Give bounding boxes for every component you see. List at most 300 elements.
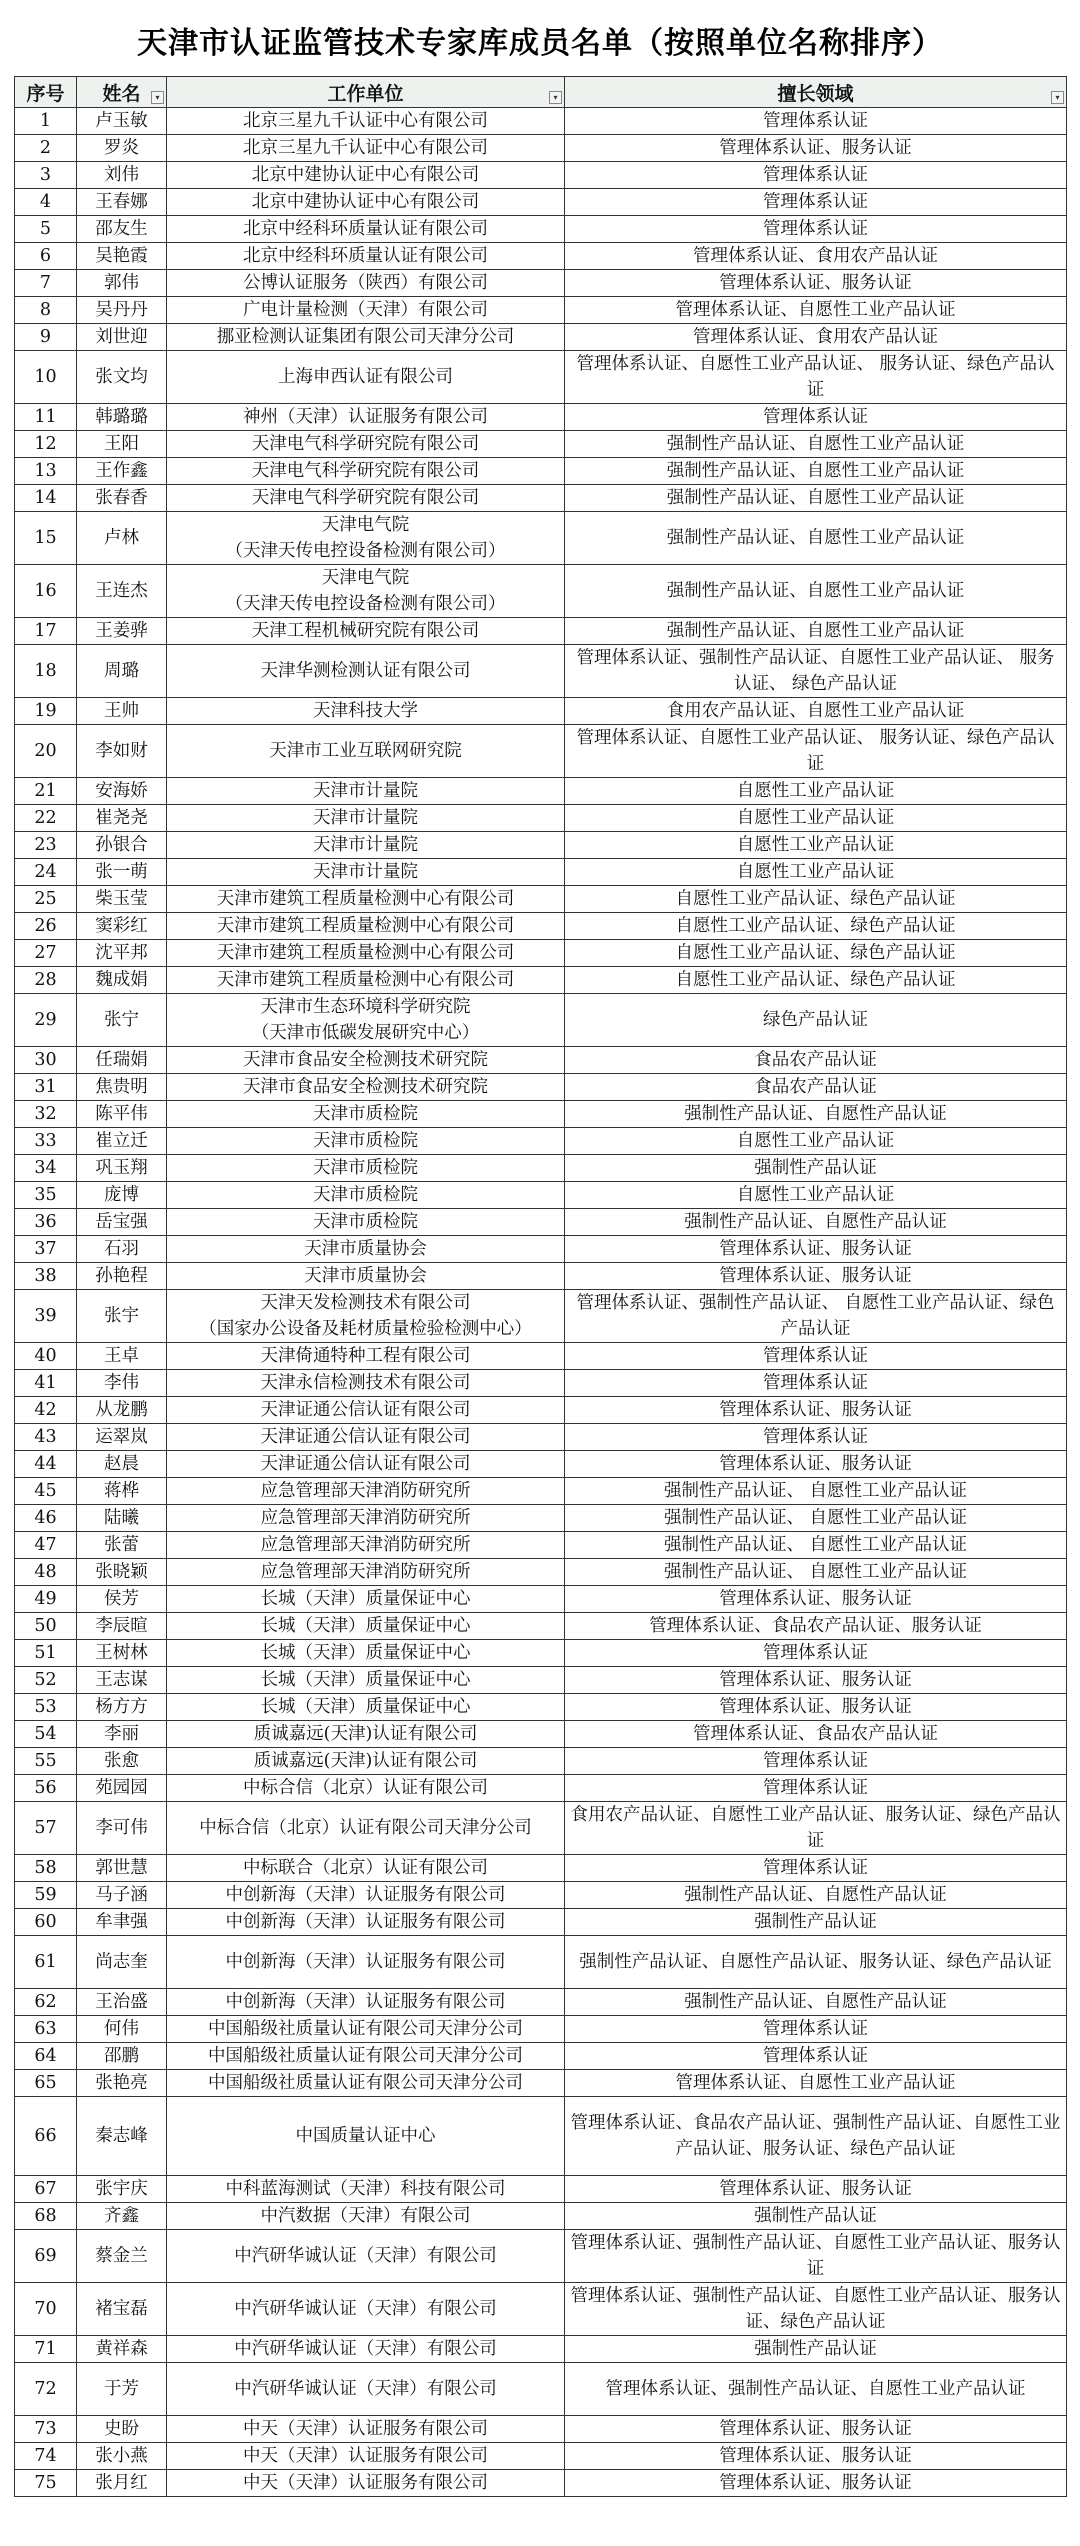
expertise-fields: 自愿性工业产品认证: [565, 778, 1067, 805]
table-row: [15, 431, 1067, 458]
member-name: 王帅: [77, 698, 167, 725]
table-row: [15, 618, 1067, 645]
member-name: 吴艳霞: [77, 243, 167, 270]
table-row: [15, 2283, 1067, 2336]
table-row: [15, 886, 1067, 913]
work-unit: 中国船级社质量认证有限公司天津分公司: [167, 2070, 565, 2097]
expertise-fields: 管理体系认证、服务认证: [565, 270, 1067, 297]
table-row: [15, 1613, 1067, 1640]
expertise-fields: 管理体系认证、服务认证: [565, 1694, 1067, 1721]
member-name: 秦志峰: [77, 2097, 167, 2176]
work-unit: 应急管理部天津消防研究所: [167, 1559, 565, 1586]
expertise-fields: 管理体系认证、自愿性工业产品认证: [565, 297, 1067, 324]
expertise-fields: 强制性产品认证: [565, 1155, 1067, 1182]
member-name: 王志谋: [77, 1667, 167, 1694]
member-name: 张宇庆: [77, 2176, 167, 2203]
row-number: 7: [15, 270, 77, 297]
member-name: 陆曦: [77, 1505, 167, 1532]
table-row: [15, 994, 1067, 1047]
row-number: 47: [15, 1532, 77, 1559]
expertise-fields: 食品农产品认证: [565, 1047, 1067, 1074]
member-name: 孙银合: [77, 832, 167, 859]
expertise-fields: 管理体系认证、自愿性工业产品认证、 服务认证、绿色产品认证: [565, 351, 1067, 404]
row-number: 45: [15, 1478, 77, 1505]
member-name: 张春香: [77, 485, 167, 512]
member-name: 沈平邦: [77, 940, 167, 967]
table-row: [15, 243, 1067, 270]
member-name: 从龙鹏: [77, 1397, 167, 1424]
work-unit: 北京三星九千认证中心有限公司: [167, 108, 565, 135]
row-number: 26: [15, 913, 77, 940]
expertise-fields: 管理体系认证: [565, 108, 1067, 135]
expertise-fields: 强制性产品认证、 自愿性工业产品认证: [565, 1532, 1067, 1559]
expertise-fields: 强制性产品认证、自愿性产品认证: [565, 1989, 1067, 2016]
expertise-fields: 管理体系认证: [565, 216, 1067, 243]
member-name: 王治盛: [77, 1989, 167, 2016]
expertise-fields: 强制性产品认证: [565, 1909, 1067, 1936]
table-row: [15, 1101, 1067, 1128]
row-number: 53: [15, 1694, 77, 1721]
work-unit: 中国船级社质量认证有限公司天津分公司: [167, 2043, 565, 2070]
table-row: [15, 189, 1067, 216]
table-row: [15, 645, 1067, 698]
table-row: [15, 565, 1067, 618]
member-name: 李如财: [77, 725, 167, 778]
work-unit: 天津工程机械研究院有限公司: [167, 618, 565, 645]
work-unit: 中汽研华诚认证（天津）有限公司: [167, 2283, 565, 2336]
table-row: [15, 1074, 1067, 1101]
work-unit: 北京中建协认证中心有限公司: [167, 162, 565, 189]
table-row: [15, 1989, 1067, 2016]
work-unit: 北京中建协认证中心有限公司: [167, 189, 565, 216]
work-unit: 神州（天津）认证服务有限公司: [167, 404, 565, 431]
work-unit: 天津华测检测认证有限公司: [167, 645, 565, 698]
member-name: 李伟: [77, 1370, 167, 1397]
work-unit: 天津电气科学研究院有限公司: [167, 431, 565, 458]
row-number: 33: [15, 1128, 77, 1155]
table-row: [15, 1128, 1067, 1155]
row-number: 66: [15, 2097, 77, 2176]
work-unit: 天津市建筑工程质量检测中心有限公司: [167, 913, 565, 940]
expertise-fields: 管理体系认证、食品农产品认证: [565, 1721, 1067, 1748]
work-unit: 中国船级社质量认证有限公司天津分公司: [167, 2016, 565, 2043]
table-row: [15, 1397, 1067, 1424]
row-number: 32: [15, 1101, 77, 1128]
table-row: [15, 1182, 1067, 1209]
table-row: [15, 1209, 1067, 1236]
work-unit: 天津市计量院: [167, 832, 565, 859]
work-unit: 长城（天津）质量保证中心: [167, 1694, 565, 1721]
work-unit: 中标合信（北京）认证有限公司天津分公司: [167, 1802, 565, 1855]
work-unit: 中汽研华诚认证（天津）有限公司: [167, 2363, 565, 2416]
row-number: 13: [15, 458, 77, 485]
table-row: [15, 1909, 1067, 1936]
expertise-fields: 强制性产品认证: [565, 2336, 1067, 2363]
work-unit: 天津市质检院: [167, 1155, 565, 1182]
expertise-fields: 管理体系认证、服务认证: [565, 2443, 1067, 2470]
work-unit: 长城（天津）质量保证中心: [167, 1667, 565, 1694]
table-row: [15, 1047, 1067, 1074]
row-number: 23: [15, 832, 77, 859]
member-name: 侯芳: [77, 1586, 167, 1613]
table-row: [15, 1802, 1067, 1855]
table-row: [15, 2230, 1067, 2283]
work-unit: 天津市质量协会: [167, 1263, 565, 1290]
work-unit: 天津市质检院: [167, 1101, 565, 1128]
work-unit: 天津电气科学研究院有限公司: [167, 485, 565, 512]
work-unit: 北京中经科环质量认证有限公司: [167, 216, 565, 243]
expertise-fields: 管理体系认证、服务认证: [565, 1451, 1067, 1478]
table-row: [15, 2443, 1067, 2470]
row-number: 3: [15, 162, 77, 189]
work-unit: 中标合信（北京）认证有限公司: [167, 1775, 565, 1802]
work-unit: 中天（天津）认证服务有限公司: [167, 2443, 565, 2470]
member-name: 张宁: [77, 994, 167, 1047]
row-number: 48: [15, 1559, 77, 1586]
table-row: [15, 698, 1067, 725]
table-row: [15, 2097, 1067, 2176]
work-unit: 天津倚通特种工程有限公司: [167, 1343, 565, 1370]
row-number: 30: [15, 1047, 77, 1074]
header-unit[interactable]: 工作单位 ▾: [167, 77, 565, 108]
work-unit: 质诚嘉远(天津)认证有限公司: [167, 1748, 565, 1775]
row-number: 31: [15, 1074, 77, 1101]
work-unit: 天津证通公信认证有限公司: [167, 1424, 565, 1451]
row-number: 40: [15, 1343, 77, 1370]
row-number: 58: [15, 1855, 77, 1882]
table-row: [15, 832, 1067, 859]
row-number: 35: [15, 1182, 77, 1209]
row-number: 50: [15, 1613, 77, 1640]
row-number: 34: [15, 1155, 77, 1182]
expertise-fields: 管理体系认证: [565, 162, 1067, 189]
row-number: 27: [15, 940, 77, 967]
header-row: [15, 77, 1067, 108]
row-number: 9: [15, 324, 77, 351]
work-unit: 长城（天津）质量保证中心: [167, 1640, 565, 1667]
work-unit: 天津市计量院: [167, 805, 565, 832]
member-name: 岳宝强: [77, 1209, 167, 1236]
member-name: 孙艳程: [77, 1263, 167, 1290]
member-name: 崔尧尧: [77, 805, 167, 832]
work-unit: 北京三星九千认证中心有限公司: [167, 135, 565, 162]
table-row: [15, 778, 1067, 805]
work-unit: 天津证通公信认证有限公司: [167, 1397, 565, 1424]
member-name: 焦贵明: [77, 1074, 167, 1101]
expertise-fields: 强制性产品认证、自愿性工业产品认证: [565, 431, 1067, 458]
table-row: [15, 1882, 1067, 1909]
expertise-fields: 管理体系认证、服务认证: [565, 1263, 1067, 1290]
member-name: 罗炎: [77, 135, 167, 162]
member-name: 张月红: [77, 2470, 167, 2497]
table-row: [15, 2336, 1067, 2363]
expertise-fields: 强制性产品认证、自愿性产品认证、服务认证、绿色产品认证: [565, 1936, 1067, 1989]
row-number: 61: [15, 1936, 77, 1989]
row-number: 72: [15, 2363, 77, 2416]
expertise-fields: 自愿性工业产品认证: [565, 805, 1067, 832]
work-unit: 中天（天津）认证服务有限公司: [167, 2416, 565, 2443]
row-number: 5: [15, 216, 77, 243]
row-number: 1: [15, 108, 77, 135]
work-unit: 挪亚检测认证集团有限公司天津分公司: [167, 324, 565, 351]
work-unit: 天津天发检测技术有限公司 （国家办公设备及耗材质量检验检测中心）: [167, 1290, 565, 1343]
member-name: 运翠岚: [77, 1424, 167, 1451]
member-name: 牟聿强: [77, 1909, 167, 1936]
row-number: 21: [15, 778, 77, 805]
row-number: 42: [15, 1397, 77, 1424]
expertise-fields: 自愿性工业产品认证、绿色产品认证: [565, 913, 1067, 940]
page-title: 天津市认证监管技术专家库成员名单（按照单位名称排序）: [137, 26, 943, 61]
table-row: [15, 2016, 1067, 2043]
row-number: 52: [15, 1667, 77, 1694]
expert-roster-table: [14, 76, 1067, 2497]
member-name: 于芳: [77, 2363, 167, 2416]
member-name: 尚志奎: [77, 1936, 167, 1989]
expertise-fields: 管理体系认证、服务认证: [565, 1397, 1067, 1424]
table-row: [15, 2043, 1067, 2070]
expertise-fields: 绿色产品认证: [565, 994, 1067, 1047]
work-unit: 天津科技大学: [167, 698, 565, 725]
filter-dropdown-icon[interactable]: ▾: [549, 91, 562, 104]
work-unit: 中标联合（北京）认证有限公司: [167, 1855, 565, 1882]
filter-dropdown-icon[interactable]: ▾: [151, 91, 164, 104]
member-name: 吴丹丹: [77, 297, 167, 324]
row-number: 37: [15, 1236, 77, 1263]
expertise-fields: 管理体系认证、服务认证: [565, 2176, 1067, 2203]
member-name: 柴玉莹: [77, 886, 167, 913]
table-row: [15, 2363, 1067, 2416]
expertise-fields: 管理体系认证、服务认证: [565, 1667, 1067, 1694]
table-row: [15, 1667, 1067, 1694]
expertise-fields: 强制性产品认证、 自愿性工业产品认证: [565, 1478, 1067, 1505]
work-unit: 天津市质量协会: [167, 1236, 565, 1263]
member-name: 王作鑫: [77, 458, 167, 485]
member-name: 王春娜: [77, 189, 167, 216]
table-row: [15, 2203, 1067, 2230]
member-name: 蒋桦: [77, 1478, 167, 1505]
table-row: [15, 485, 1067, 512]
work-unit: 天津市质检院: [167, 1209, 565, 1236]
table-row: [15, 162, 1067, 189]
table-row: [15, 270, 1067, 297]
work-unit: 中科蓝海测试（天津）科技有限公司: [167, 2176, 565, 2203]
table-row: [15, 1855, 1067, 1882]
expertise-fields: 管理体系认证、强制性产品认证、自愿性工业产品认证、 服务认证、 绿色产品认证: [565, 645, 1067, 698]
table-row: [15, 1424, 1067, 1451]
work-unit: 上海申西认证有限公司: [167, 351, 565, 404]
row-number: 60: [15, 1909, 77, 1936]
work-unit: 天津市建筑工程质量检测中心有限公司: [167, 886, 565, 913]
expertise-fields: 管理体系认证、自愿性工业产品认证、 服务认证、绿色产品认证: [565, 725, 1067, 778]
row-number: 38: [15, 1263, 77, 1290]
work-unit: 长城（天津）质量保证中心: [167, 1613, 565, 1640]
expertise-fields: 自愿性工业产品认证、绿色产品认证: [565, 940, 1067, 967]
row-number: 62: [15, 1989, 77, 2016]
table-row: [15, 216, 1067, 243]
expertise-fields: 管理体系认证: [565, 404, 1067, 431]
expertise-fields: 强制性产品认证、自愿性产品认证: [565, 1209, 1067, 1236]
member-name: 何伟: [77, 2016, 167, 2043]
table-row: [15, 135, 1067, 162]
work-unit: 质诚嘉远(天津)认证有限公司: [167, 1721, 565, 1748]
table-row: [15, 805, 1067, 832]
row-number: 46: [15, 1505, 77, 1532]
row-number: 49: [15, 1586, 77, 1613]
table-row: [15, 324, 1067, 351]
expertise-fields: 强制性产品认证、 自愿性工业产品认证: [565, 1559, 1067, 1586]
work-unit: 应急管理部天津消防研究所: [167, 1505, 565, 1532]
member-name: 郭伟: [77, 270, 167, 297]
table-row: [15, 1721, 1067, 1748]
expertise-fields: 管理体系认证、自愿性工业产品认证: [565, 2070, 1067, 2097]
table-row: [15, 1694, 1067, 1721]
row-number: 71: [15, 2336, 77, 2363]
member-name: 褚宝磊: [77, 2283, 167, 2336]
row-number: 59: [15, 1882, 77, 1909]
member-name: 窦彩红: [77, 913, 167, 940]
expertise-fields: 管理体系认证、食品农产品认证、强制性产品认证、自愿性工业产品认证、服务认证、绿色产品认证: [565, 2097, 1067, 2176]
member-name: 杨方方: [77, 1694, 167, 1721]
member-name: 张小燕: [77, 2443, 167, 2470]
member-name: 张晓颖: [77, 1559, 167, 1586]
table-row: [15, 512, 1067, 565]
work-unit: 中天（天津）认证服务有限公司: [167, 2470, 565, 2497]
row-number: 28: [15, 967, 77, 994]
table-row: [15, 1775, 1067, 1802]
row-number: 2: [15, 135, 77, 162]
row-number: 51: [15, 1640, 77, 1667]
work-unit: 中汽研华诚认证（天津）有限公司: [167, 2336, 565, 2363]
expertise-fields: 管理体系认证、食用农产品认证: [565, 324, 1067, 351]
member-name: 王连杰: [77, 565, 167, 618]
member-name: 石羽: [77, 1236, 167, 1263]
row-number: 41: [15, 1370, 77, 1397]
member-name: 王姜骅: [77, 618, 167, 645]
member-name: 王阳: [77, 431, 167, 458]
expertise-fields: 管理体系认证、强制性产品认证、自愿性工业产品认证、服务认证: [565, 2230, 1067, 2283]
member-name: 张蕾: [77, 1532, 167, 1559]
table-row: [15, 725, 1067, 778]
expertise-fields: 管理体系认证: [565, 2043, 1067, 2070]
work-unit: 中汽研华诚认证（天津）有限公司: [167, 2230, 565, 2283]
row-number: 74: [15, 2443, 77, 2470]
row-number: 19: [15, 698, 77, 725]
work-unit: 公博认证服务（陕西）有限公司: [167, 270, 565, 297]
row-number: 17: [15, 618, 77, 645]
row-number: 15: [15, 512, 77, 565]
work-unit: 天津市计量院: [167, 859, 565, 886]
row-number: 70: [15, 2283, 77, 2336]
expertise-fields: 强制性产品认证、自愿性工业产品认证: [565, 485, 1067, 512]
work-unit: 中创新海（天津）认证服务有限公司: [167, 1989, 565, 2016]
expertise-fields: 管理体系认证: [565, 1424, 1067, 1451]
expertise-fields: 管理体系认证、强制性产品认证、 自愿性工业产品认证、绿色产品认证: [565, 1290, 1067, 1343]
expertise-fields: 自愿性工业产品认证: [565, 1128, 1067, 1155]
row-number: 29: [15, 994, 77, 1047]
expertise-fields: 强制性产品认证、自愿性产品认证: [565, 1882, 1067, 1909]
work-unit: 天津市质检院: [167, 1128, 565, 1155]
expertise-fields: 强制性产品认证: [565, 2203, 1067, 2230]
member-name: 李辰暄: [77, 1613, 167, 1640]
row-number: 54: [15, 1721, 77, 1748]
filter-dropdown-icon[interactable]: ▾: [1051, 91, 1064, 104]
work-unit: 天津电气院 （天津天传电控设备检测有限公司）: [167, 565, 565, 618]
work-unit: 天津永信检测技术有限公司: [167, 1370, 565, 1397]
member-name: 卢玉敏: [77, 108, 167, 135]
work-unit: 中国质量认证中心: [167, 2097, 565, 2176]
member-name: 张一萌: [77, 859, 167, 886]
row-number: 20: [15, 725, 77, 778]
table-row: [15, 967, 1067, 994]
member-name: 张愈: [77, 1748, 167, 1775]
table-row: [15, 1936, 1067, 1989]
table-row: [15, 1640, 1067, 1667]
row-number: 18: [15, 645, 77, 698]
work-unit: 中创新海（天津）认证服务有限公司: [167, 1936, 565, 1989]
expertise-fields: 强制性产品认证、自愿性工业产品认证: [565, 618, 1067, 645]
table-row: [15, 297, 1067, 324]
expertise-fields: 管理体系认证、食用农产品认证: [565, 243, 1067, 270]
header-fields[interactable]: 擅长领域 ▾: [565, 77, 1067, 108]
work-unit: 天津市食品安全检测技术研究院: [167, 1047, 565, 1074]
row-number: 69: [15, 2230, 77, 2283]
table-row: [15, 1505, 1067, 1532]
expertise-fields: 管理体系认证: [565, 1640, 1067, 1667]
work-unit: 北京中经科环质量认证有限公司: [167, 243, 565, 270]
expertise-fields: 管理体系认证、服务认证: [565, 2416, 1067, 2443]
work-unit: 中创新海（天津）认证服务有限公司: [167, 1882, 565, 1909]
expertise-fields: 管理体系认证、服务认证: [565, 135, 1067, 162]
member-name: 王树林: [77, 1640, 167, 1667]
table-row: [15, 1586, 1067, 1613]
table-row: [15, 913, 1067, 940]
row-number: 6: [15, 243, 77, 270]
row-number: 75: [15, 2470, 77, 2497]
row-number: 57: [15, 1802, 77, 1855]
table-row: [15, 2470, 1067, 2497]
member-name: 李丽: [77, 1721, 167, 1748]
expertise-fields: 管理体系认证: [565, 1855, 1067, 1882]
work-unit: 天津电气科学研究院有限公司: [167, 458, 565, 485]
row-number: 43: [15, 1424, 77, 1451]
table-row: [15, 1343, 1067, 1370]
work-unit: 天津市工业互联网研究院: [167, 725, 565, 778]
row-number: 24: [15, 859, 77, 886]
expertise-fields: 管理体系认证: [565, 1370, 1067, 1397]
expertise-fields: 管理体系认证: [565, 2016, 1067, 2043]
member-name: 齐鑫: [77, 2203, 167, 2230]
member-name: 陈平伟: [77, 1101, 167, 1128]
header-number: 序号: [15, 77, 77, 108]
table-row: [15, 2176, 1067, 2203]
member-name: 刘世迎: [77, 324, 167, 351]
work-unit: 天津市食品安全检测技术研究院: [167, 1074, 565, 1101]
expertise-fields: 管理体系认证、服务认证: [565, 1586, 1067, 1613]
table-row: [15, 1478, 1067, 1505]
row-number: 22: [15, 805, 77, 832]
work-unit: 广电计量检测（天津）有限公司: [167, 297, 565, 324]
member-name: 张文均: [77, 351, 167, 404]
expertise-fields: 管理体系认证、服务认证: [565, 2470, 1067, 2497]
expertise-fields: 管理体系认证、强制性产品认证、自愿性工业产品认证: [565, 2363, 1067, 2416]
expertise-fields: 食用农产品认证、自愿性工业产品认证、服务认证、绿色产品认证: [565, 1802, 1067, 1855]
row-number: 64: [15, 2043, 77, 2070]
work-unit: 天津市生态环境科学研究院 （天津市低碳发展研究中心）: [167, 994, 565, 1047]
expertise-fields: 自愿性工业产品认证: [565, 1182, 1067, 1209]
header-name[interactable]: 姓名 ▾: [77, 77, 167, 108]
expertise-fields: 强制性产品认证、自愿性工业产品认证: [565, 512, 1067, 565]
member-name: 卢林: [77, 512, 167, 565]
